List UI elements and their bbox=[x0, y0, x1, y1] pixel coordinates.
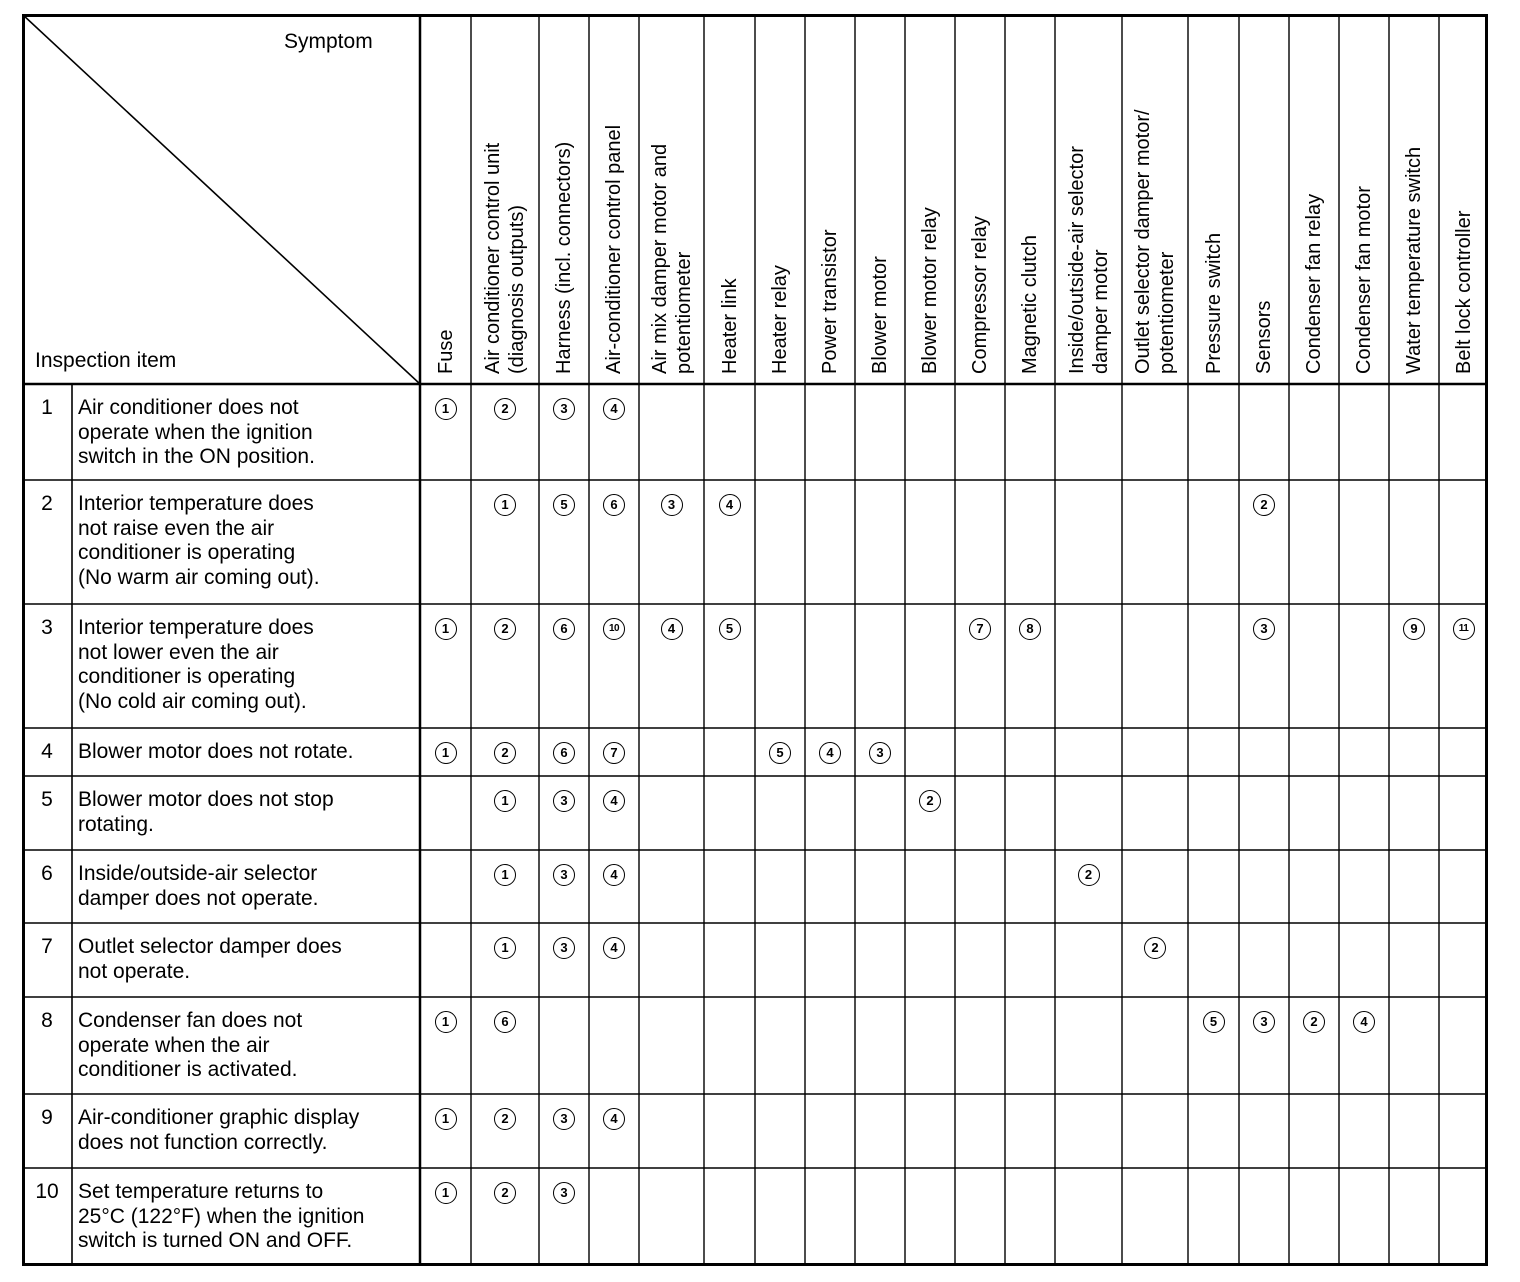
column-header-label: Sensors bbox=[1253, 300, 1275, 374]
column-header-label: Power transistor bbox=[819, 229, 841, 374]
row-number: 4 bbox=[41, 740, 53, 763]
column-header-label: Blower motor relay bbox=[919, 207, 941, 374]
row-number: 8 bbox=[41, 1009, 53, 1032]
check-order-mark: 5 bbox=[719, 618, 741, 640]
check-order-mark: 10 bbox=[603, 618, 625, 640]
check-order-mark: 3 bbox=[553, 1182, 575, 1204]
symptom-text: Blower motor does not rotate. bbox=[78, 740, 354, 763]
check-order-mark: 1 bbox=[435, 1011, 457, 1033]
row-number: 2 bbox=[41, 492, 53, 515]
inspection-item-header-label: Inspection item bbox=[35, 349, 177, 372]
column-header-label: Harness (incl. connectors) bbox=[553, 141, 575, 374]
column-header-label: Magnetic clutch bbox=[1019, 235, 1041, 374]
row-number: 6 bbox=[41, 862, 53, 885]
check-order-mark: 2 bbox=[494, 1182, 516, 1204]
symptom-text: Outlet selector damper does not operate. bbox=[78, 935, 342, 983]
check-order-mark: 4 bbox=[661, 618, 683, 640]
column-header-label: Air conditioner control unit (diagnosis outputs) bbox=[482, 142, 528, 374]
check-order-mark: 1 bbox=[494, 790, 516, 812]
check-order-mark: 4 bbox=[603, 864, 625, 886]
check-order-mark: 1 bbox=[435, 398, 457, 420]
column-header-label: Water temperature switch bbox=[1403, 146, 1425, 374]
check-order-mark: 3 bbox=[869, 742, 891, 764]
check-order-mark: 3 bbox=[661, 494, 683, 516]
check-order-mark: 4 bbox=[719, 494, 741, 516]
column-header-label: Outlet selector damper motor/ potentiometer bbox=[1132, 109, 1178, 374]
check-order-mark: 6 bbox=[494, 1011, 516, 1033]
check-order-mark: 11 bbox=[1453, 618, 1475, 640]
check-order-mark: 9 bbox=[1403, 618, 1425, 640]
check-order-mark: 1 bbox=[435, 1108, 457, 1130]
check-order-mark: 2 bbox=[494, 398, 516, 420]
inspection-table bbox=[22, 14, 1488, 1266]
check-order-mark: 6 bbox=[553, 618, 575, 640]
check-order-mark: 3 bbox=[1253, 618, 1275, 640]
column-header-label: Compressor relay bbox=[969, 216, 991, 374]
symptom-text: Air conditioner does not operate when the ignition switch in the ON position. bbox=[78, 396, 315, 468]
column-header-label: Air-conditioner control panel bbox=[603, 124, 625, 374]
check-order-mark: 7 bbox=[603, 742, 625, 764]
check-order-mark: 3 bbox=[1253, 1011, 1275, 1033]
column-header-label: Heater link bbox=[718, 278, 741, 374]
column-header-label: Belt lock controller bbox=[1452, 210, 1475, 374]
symptom-text: Interior temperature does not raise even the air conditioner is operating (No warm air coming out). bbox=[78, 492, 320, 589]
check-order-mark: 8 bbox=[1019, 618, 1041, 640]
check-order-mark: 3 bbox=[553, 864, 575, 886]
symptom-text: Air-conditioner graphic display does not function correctly. bbox=[78, 1106, 360, 1154]
check-order-mark: 5 bbox=[769, 742, 791, 764]
check-order-mark: 3 bbox=[553, 937, 575, 959]
check-order-mark: 1 bbox=[435, 742, 457, 764]
check-order-mark: 2 bbox=[494, 618, 516, 640]
row-number: 3 bbox=[41, 616, 53, 639]
column-header-label: Fuse bbox=[434, 329, 457, 374]
check-order-mark: 2 bbox=[494, 742, 516, 764]
check-order-mark: 2 bbox=[919, 790, 941, 812]
check-order-mark: 4 bbox=[603, 1108, 625, 1130]
row-number: 9 bbox=[41, 1106, 53, 1129]
check-order-mark: 1 bbox=[494, 494, 516, 516]
symptom-text: Inside/outside-air selector damper does not operate. bbox=[78, 862, 319, 910]
check-order-mark: 3 bbox=[553, 398, 575, 420]
column-header-label: Condenser fan relay bbox=[1303, 193, 1325, 374]
check-order-mark: 2 bbox=[1253, 494, 1275, 516]
column-header-label: Condenser fan motor bbox=[1353, 186, 1375, 374]
check-order-mark: 6 bbox=[603, 494, 625, 516]
check-order-mark: 1 bbox=[494, 864, 516, 886]
column-header-label: Blower motor bbox=[869, 256, 891, 374]
check-order-mark: 2 bbox=[1078, 864, 1100, 886]
check-order-mark: 5 bbox=[553, 494, 575, 516]
column-header-label: Air mix damper motor and potentiometer bbox=[648, 143, 695, 374]
column-header-label: Pressure switch bbox=[1202, 232, 1225, 374]
check-order-mark: 4 bbox=[603, 790, 625, 812]
check-order-mark: 4 bbox=[1353, 1011, 1375, 1033]
check-order-mark: 1 bbox=[494, 937, 516, 959]
row-number: 5 bbox=[41, 788, 53, 811]
check-order-mark: 1 bbox=[435, 618, 457, 640]
check-order-mark: 6 bbox=[553, 742, 575, 764]
header-diagonal bbox=[22, 14, 420, 384]
check-order-mark: 4 bbox=[603, 398, 625, 420]
row-number: 1 bbox=[41, 396, 53, 419]
row-number: 10 bbox=[35, 1180, 59, 1203]
symptom-header-label: Symptom bbox=[284, 30, 373, 53]
symptom-text: Condenser fan does not operate when the air conditioner is activated. bbox=[78, 1009, 303, 1081]
check-order-mark: 2 bbox=[1303, 1011, 1325, 1033]
check-order-mark: 2 bbox=[1144, 937, 1166, 959]
column-header-label: Inside/outside-air selector damper motor bbox=[1065, 146, 1112, 374]
symptom-text: Interior temperature does not lower even the air conditioner is operating (No cold air coming out). bbox=[78, 616, 314, 713]
check-order-mark: 5 bbox=[1203, 1011, 1225, 1033]
check-order-mark: 3 bbox=[553, 790, 575, 812]
check-order-mark: 7 bbox=[969, 618, 991, 640]
check-order-mark: 2 bbox=[494, 1108, 516, 1130]
symptom-text: Blower motor does not stop rotating. bbox=[78, 788, 334, 836]
check-order-mark: 3 bbox=[553, 1108, 575, 1130]
check-order-mark: 4 bbox=[819, 742, 841, 764]
check-order-mark: 4 bbox=[603, 937, 625, 959]
row-number: 7 bbox=[41, 935, 53, 958]
column-header-label: Heater relay bbox=[769, 265, 791, 374]
symptom-text: Set temperature returns to 25°C (122°F) when the ignition switch is turned ON and OFF. bbox=[78, 1180, 365, 1252]
check-order-mark: 1 bbox=[435, 1182, 457, 1204]
